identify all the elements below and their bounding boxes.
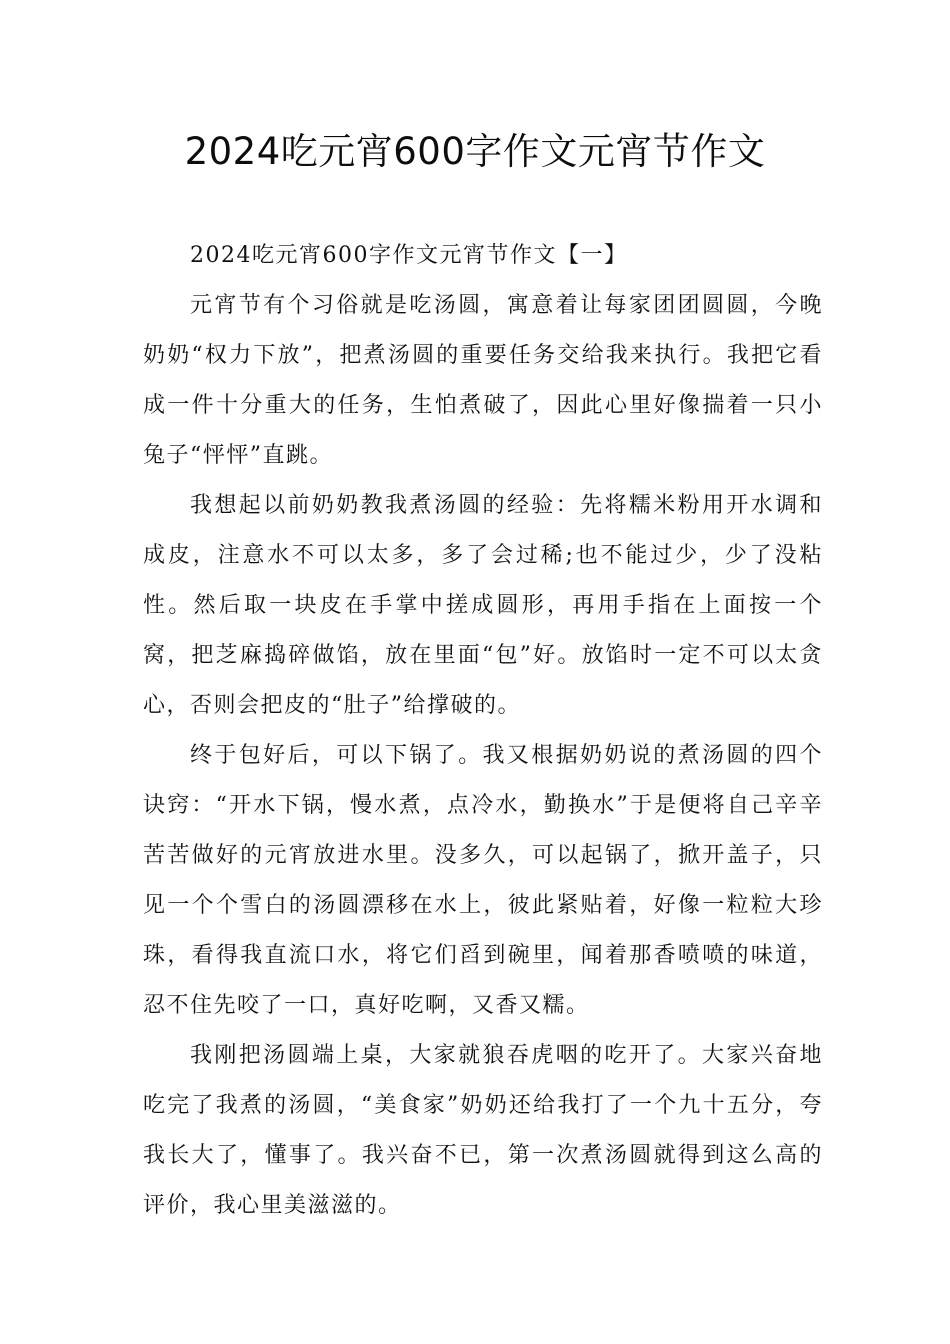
document-title: 2024吃元宵600字作文元宵节作文 — [184, 130, 766, 173]
paragraph: 我想起以前奶奶教我煮汤圆的经验：先将糯米粉用开水调和成皮，注意水不可以太多，多了会过稀;也不能过少，少了没粘性。然后取一块皮在手掌中搓成圆形，再用手指在上面按一个窝，把芝麻捣碎做馅，放在里面“包”好。放馅时一定不可以太贪心，否则会把皮的“肚子”给撑破的。 — [143, 493, 823, 718]
paragraph: 我刚把汤圆端上桌，大家就狼吞虎咽的吃开了。大家兴奋地吃完了我煮的汤圆，“美食家”奶奶还给我打了一个九十五分，夸我长大了，懂事了。我兴奋不已，第一次煮汤圆就得到这么高的评价，我心里美滋滋的。 — [143, 1043, 823, 1218]
document-body — [143, 231, 823, 1231]
paragraph-section-heading: 2024吃元宵600字作文元宵节作文【一】 — [190, 243, 628, 268]
paragraph: 元宵节有个习俗就是吃汤圆，寓意着让每家团团圆圆，今晚奶奶“权力下放”，把煮汤圆的重要任务交给我来执行。我把它看成一件十分重大的任务，生怕煮破了，因此心里好像揣着一只小兔子“怦怦”直跳。 — [143, 293, 823, 468]
paragraph: 终于包好后，可以下锅了。我又根据奶奶说的煮汤圆的四个诀窍：“开水下锅，慢水煮，点冷水，勤换水”于是便将自己辛辛苦苦做好的元宵放进水里。没多久，可以起锅了，掀开盖子，只见一个个雪白的汤圆漂移在水上，彼此紧贴着，好像一粒粒大珍珠，看得我直流口水，将它们舀到碗里，闻着那香喷喷的味道，忍不住先咬了一口，真好吃啊，又香又糯。 — [143, 743, 823, 1018]
